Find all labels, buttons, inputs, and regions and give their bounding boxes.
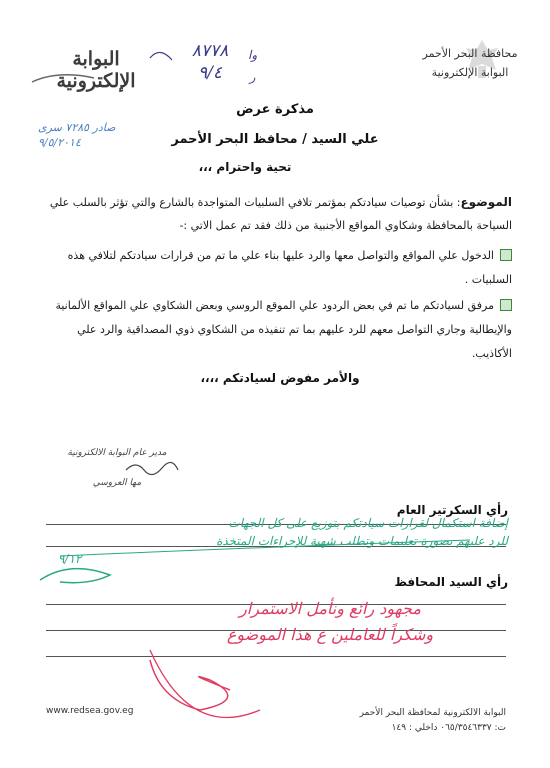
subject-text: : بشأن توصيات سيادتكم بمؤتمر تلافي السلبيات المتواجدة بالشارع والتي تؤثر بالسلب علي bbox=[49, 196, 461, 209]
footer-contact bbox=[360, 706, 506, 736]
subject-label: الموضوع bbox=[460, 195, 512, 209]
org-line-portal: البوابة الإلكترونية bbox=[431, 66, 509, 79]
handwritten-prefix: وا ر bbox=[248, 48, 258, 84]
memo-closing: والأمر مفوض لسيادتكم ،،،، bbox=[200, 371, 360, 385]
org-header bbox=[410, 44, 530, 82]
memo-bullet-1 bbox=[40, 244, 512, 292]
governor-handwriting bbox=[160, 596, 500, 648]
memo-intro: السياحة بالمحافظة وشكاوي المواقع الأجنبية من ذلك فقد تم عمل الاتي :- bbox=[179, 219, 512, 232]
signature-block bbox=[52, 446, 182, 490]
bullet-1-text: الدخول علي المواقع والتواصل معها والرد عليها بناء علي ما تم من قرارات سيادتكم لتلافي هذه السلبيات . bbox=[67, 249, 512, 286]
signature-scribble-icon bbox=[122, 460, 182, 476]
red-signature-loop bbox=[150, 660, 230, 710]
handwritten-number: ٨٧٧٨ bbox=[191, 41, 229, 61]
footer-website[interactable]: www.redsea.gov.eg bbox=[46, 706, 134, 716]
bullet-2-text: مرفق لسيادتكم ما تم في بعض الردود علي الموقع الروسي وبعض الشكاوي علي المواقع الألمانية والإيطالية وجاري التواصل معهم للرد عليهم بما تم تنفيذه من الشكاوي ذوي المصداقية والرد علي الأكاذيب. bbox=[55, 299, 512, 360]
signature-name: مها العروسي bbox=[92, 478, 142, 488]
memo-title: مذكرة عرض bbox=[236, 102, 314, 117]
memo-subject bbox=[40, 192, 512, 213]
red-signature-tail bbox=[150, 650, 260, 718]
footer-org: البوابة الالكترونية لمحافظة البحر الأحمر bbox=[359, 708, 506, 718]
portal-logo-text: البوابة الإلكترونية bbox=[56, 48, 136, 92]
blue-note-line1: صادر ٧٢٨٥ سرى bbox=[38, 121, 116, 134]
secretary-hw-line1: إضافة استكمال لقرارات سيادتكم بتوزيع على كل الجهات bbox=[228, 516, 508, 530]
governor-opinion-label: رأي السيد المحافظ bbox=[394, 575, 508, 589]
secretary-opinion-label: رأي السكرتير العام bbox=[396, 503, 508, 517]
secretary-hw-line2: للرد عليهم بصورة تعليمات وتطلب شهية للإجراءات المتخذة bbox=[216, 534, 508, 548]
blue-note-line2: ٩/٥/٢٠١٤ bbox=[38, 136, 81, 149]
governor-hw-line2: وشكراً للعاملين ع هذا الموضوع bbox=[226, 625, 434, 644]
bullet-checkbox-icon bbox=[500, 249, 512, 261]
green-signature-stroke bbox=[40, 569, 110, 583]
memo-bullet-2 bbox=[40, 294, 512, 366]
bullet-checkbox-icon bbox=[500, 299, 512, 311]
opinion-line bbox=[46, 656, 506, 657]
logo-swoosh-icon bbox=[28, 68, 98, 88]
secretary-hw-date: ٩/١٢ bbox=[58, 552, 82, 566]
handwritten-incoming-number bbox=[170, 40, 258, 84]
org-line-governorate: محافظة البحر الأحمر bbox=[422, 47, 518, 60]
governor-hw-line1: مجهود رائع ونأمل الاستمرار bbox=[239, 599, 421, 618]
signature-role: مدير عام البوابة الالكترونية bbox=[67, 448, 167, 458]
memo-addressee: علي السيد / محافظ البحر الأحمر bbox=[171, 132, 379, 147]
handwritten-date: ٩/٤ bbox=[198, 63, 222, 83]
footer-phone: ت: ٠٦٥/٣٥٤٦٣٣٧ داخلي : ١٤٩ bbox=[391, 723, 506, 733]
portal-logo bbox=[36, 48, 156, 92]
memo-greeting: تحية واحترام ،،، bbox=[198, 160, 292, 174]
secretary-handwriting bbox=[38, 514, 508, 568]
